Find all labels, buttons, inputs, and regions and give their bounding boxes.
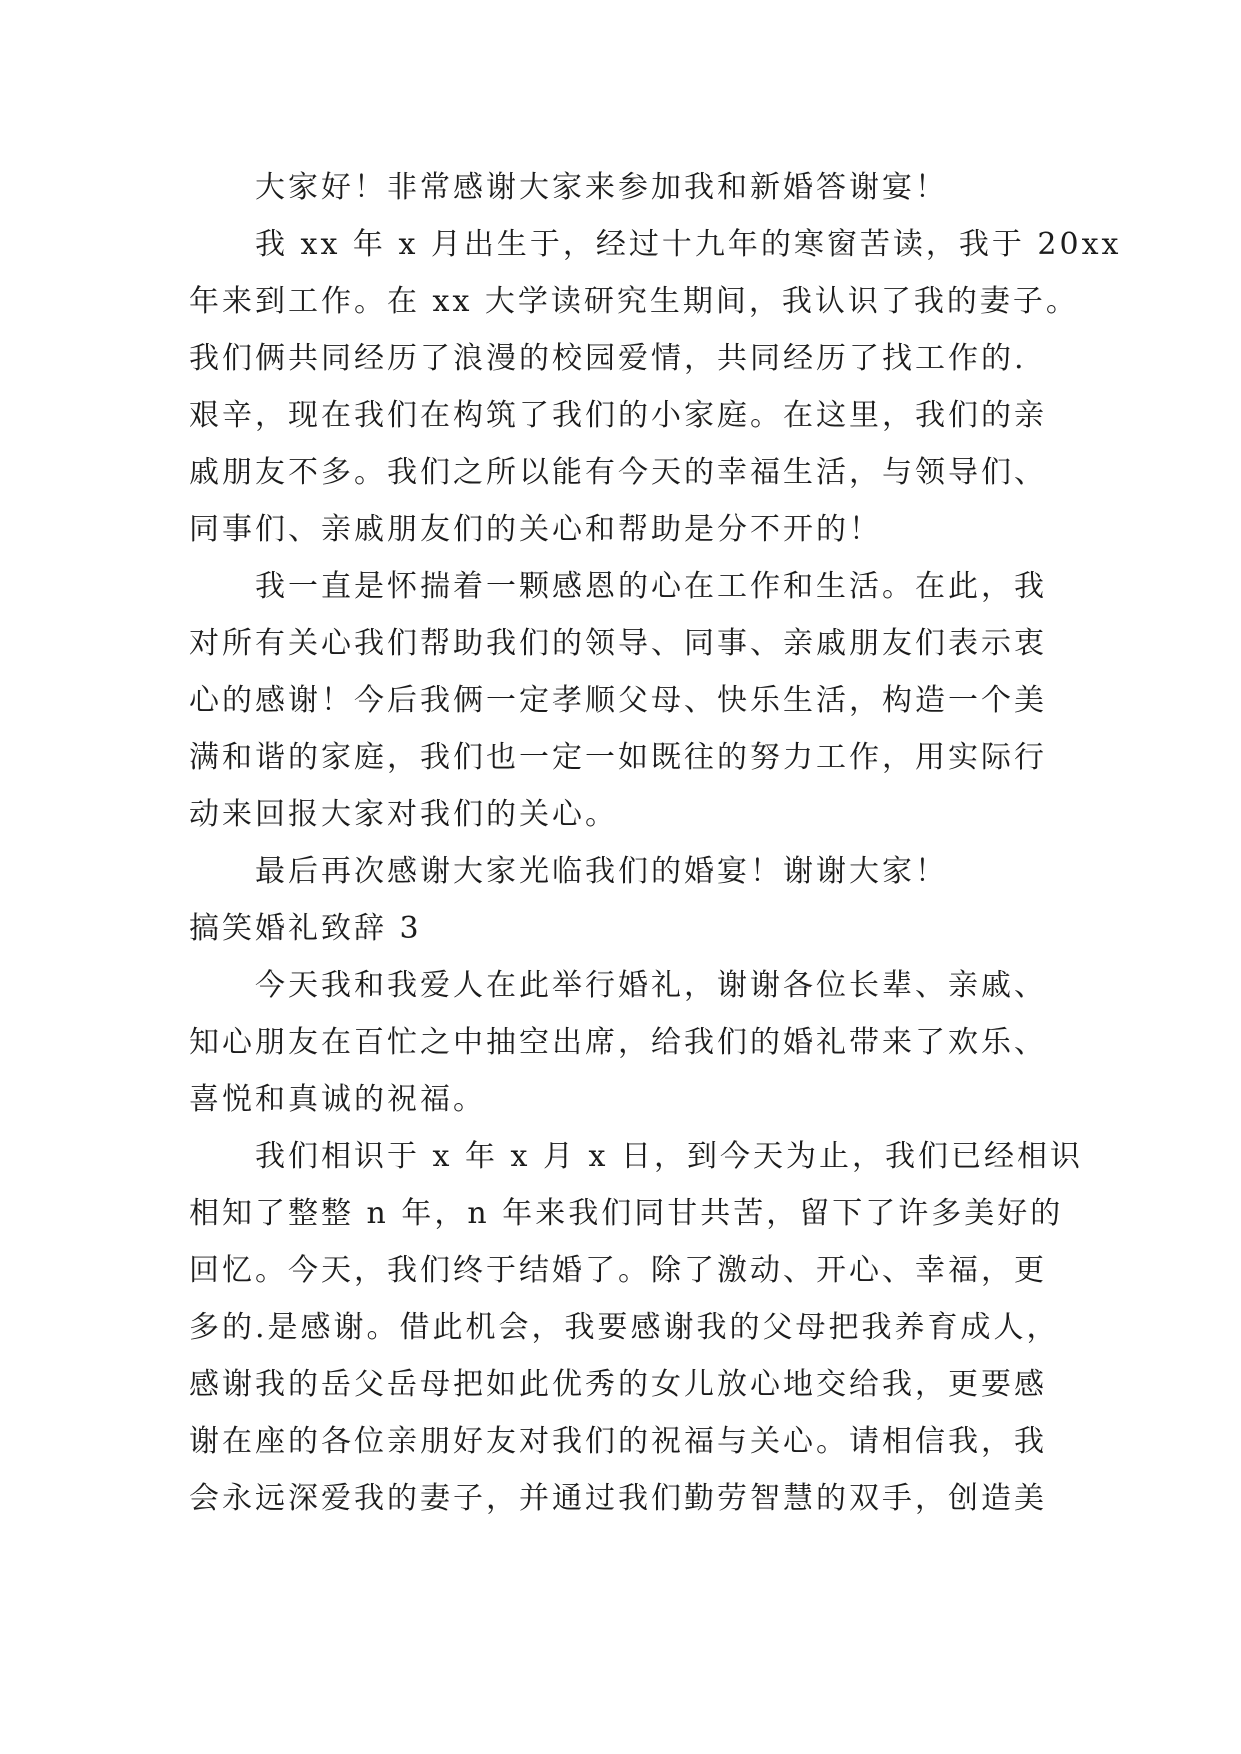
text-line: 心的感谢！今后我俩一定孝顺父母、快乐生活，构造一个美	[189, 683, 1047, 718]
text-line: 大家好！非常感谢大家来参加我和新婚答谢宴！	[255, 170, 948, 205]
text-line: 我们相识于 x 年 x 月 x 日，到今天为止，我们已经相识	[255, 1139, 1083, 1174]
text-line: 戚朋友不多。我们之所以能有今天的幸福生活，与领导们、	[189, 455, 1047, 490]
text-line: 相知了整整 n 年，n 年来我们同甘共苦，留下了许多美好的	[189, 1196, 1064, 1231]
text-line: 回忆。今天，我们终于结婚了。除了激动、开心、幸福，更	[189, 1253, 1047, 1288]
text-line: 多的.是感谢。借此机会，我要感谢我的父母把我养育成人，	[189, 1310, 1060, 1345]
text-line: 我一直是怀揣着一颗感恩的心在工作和生活。在此，我	[255, 569, 1047, 604]
section-heading: 搞笑婚礼致辞 3	[189, 911, 422, 946]
text-line: 今天我和我爱人在此举行婚礼，谢谢各位长辈、亲戚、	[255, 968, 1047, 1003]
text-line: 艰辛，现在我们在构筑了我们的小家庭。在这里，我们的亲	[189, 398, 1047, 433]
text-line: 动来回报大家对我们的关心。	[189, 797, 618, 832]
text-line: 感谢我的岳父岳母把如此优秀的女儿放心地交给我，更要感	[189, 1367, 1047, 1402]
text-line: 最后再次感谢大家光临我们的婚宴！谢谢大家！	[255, 854, 948, 889]
text-line: 知心朋友在百忙之中抽空出席，给我们的婚礼带来了欢乐、	[189, 1025, 1047, 1060]
text-line: 对所有关心我们帮助我们的领导、同事、亲戚朋友们表示衷	[189, 626, 1047, 661]
text-line: 年来到工作。在 xx 大学读研究生期间，我认识了我的妻子。	[189, 284, 1079, 319]
text-line: 会永远深爱我的妻子，并通过我们勤劳智慧的双手，创造美	[189, 1481, 1047, 1516]
text-line: 谢在座的各位亲朋好友对我们的祝福与关心。请相信我，我	[189, 1424, 1047, 1459]
text-line: 满和谐的家庭，我们也一定一如既往的努力工作，用实际行	[189, 740, 1047, 775]
text-line: 同事们、亲戚朋友们的关心和帮助是分不开的！	[189, 512, 882, 547]
text-line: 我们俩共同经历了浪漫的校园爱情，共同经历了找工作的.	[189, 341, 1027, 376]
text-line: 喜悦和真诚的祝福。	[189, 1082, 486, 1117]
text-line: 我 xx 年 x 月出生于，经过十九年的寒窗苦读，我于 20xx	[255, 227, 1122, 262]
